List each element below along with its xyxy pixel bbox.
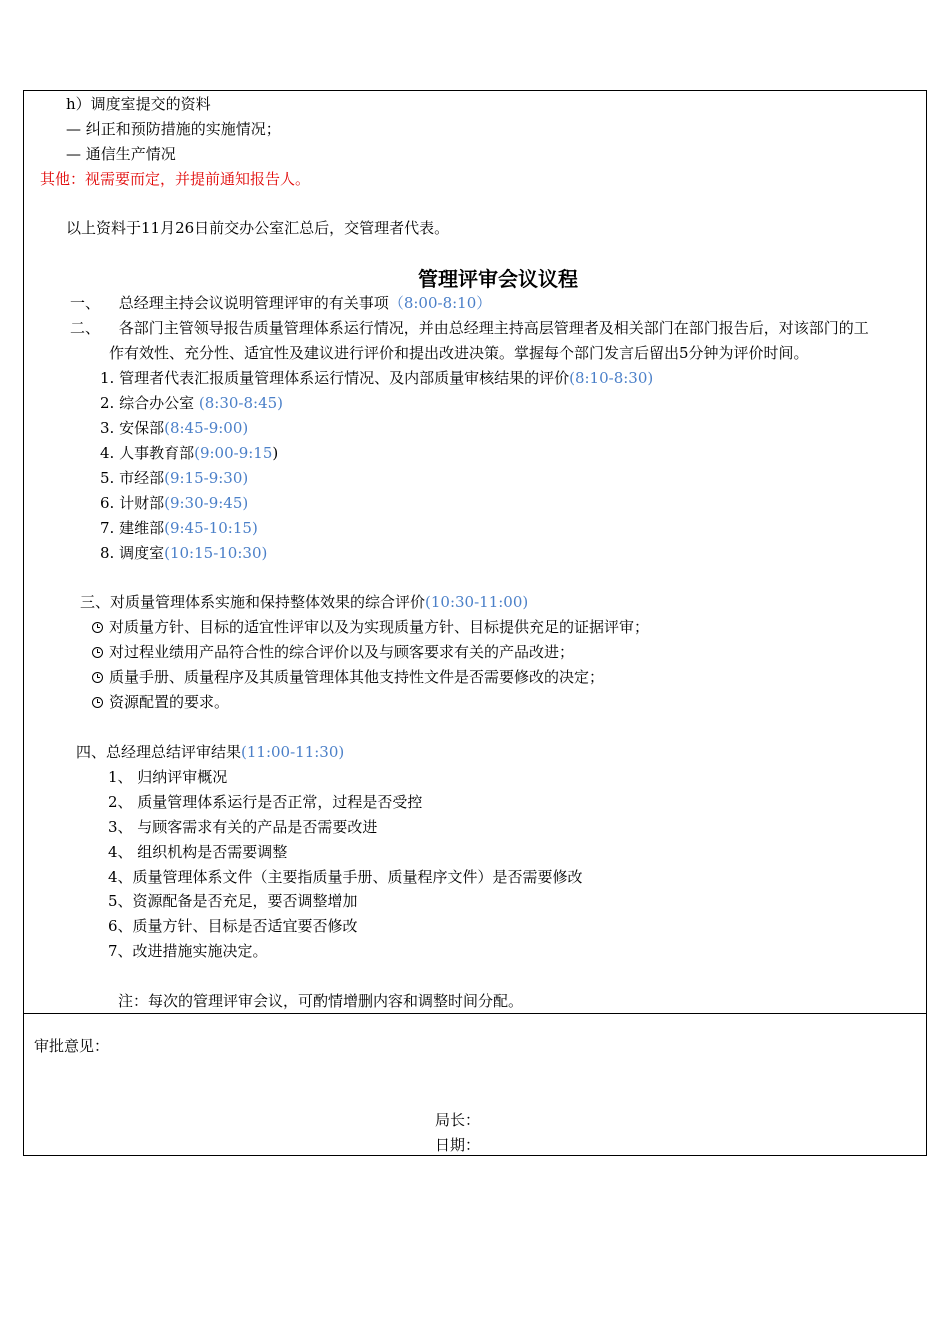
- item-time: (8:10-8:30): [569, 369, 654, 387]
- summary-item: 4、质量管理体系文件（主要指质量手册、质量程序文件）是否需要修改: [108, 868, 583, 886]
- summary-item: 1、 归纳评审概况: [108, 768, 228, 786]
- dept-item: [100, 468, 248, 488]
- dept-item: [100, 443, 278, 463]
- item-label: 市经部: [119, 469, 165, 487]
- dept-item: [100, 418, 248, 438]
- director-signature-label: 局长：: [435, 1111, 481, 1129]
- evaluation-bullet: [92, 642, 574, 662]
- approval-divider: [23, 1013, 927, 1014]
- intro-other-note: 其他：视需要而定，并提前通知报告人。: [40, 170, 311, 188]
- bullet-text: 资源配置的要求。: [109, 693, 230, 711]
- agenda-section-2-line1: [70, 318, 869, 338]
- dept-item: [100, 368, 653, 388]
- section-text: 三、对质量管理体系实施和保持整体效果的综合评价: [80, 593, 426, 611]
- dept-item: [100, 543, 267, 563]
- intro-h-item: h）调度室提交的资料: [66, 95, 211, 113]
- item-time: (9:45-10:15): [164, 519, 258, 537]
- intro-dash-item: — 通信生产情况: [66, 145, 176, 163]
- evaluation-bullet: [92, 667, 604, 687]
- item-time: (10:15-10:30): [164, 544, 268, 562]
- dept-item: [100, 493, 248, 513]
- section-time: (11:00-11:30): [241, 743, 345, 761]
- agenda-section-2-line2: 作有效性、充分性、适宜性及建议进行评价和提出改进决策。掌握每个部门发言后留出5分钟为评价时间。: [109, 344, 809, 362]
- summary-item: 7、改进措施实施决定。: [108, 942, 268, 960]
- item-number: 4.: [100, 444, 115, 462]
- summary-item: 3、 与顾客需求有关的产品是否需要改进: [108, 818, 378, 836]
- item-number: 7.: [100, 519, 115, 537]
- agenda-section-3-heading: [80, 592, 528, 612]
- item-label: 建维部: [119, 519, 165, 537]
- item-number: 6.: [100, 494, 115, 512]
- item-time: (8:45-9:00): [164, 419, 249, 437]
- summary-item: 2、 质量管理体系运行是否正常，过程是否受控: [108, 793, 423, 811]
- section-text: 各部门主管领导报告质量管理体系运行情况，并由总经理主持高层管理者及相关部门在部门报告后，对该部门的工: [118, 319, 869, 337]
- section-text: 四、总经理总结评审结果: [76, 743, 242, 761]
- date-label: 日期：: [435, 1136, 481, 1154]
- clock-icon: [92, 647, 103, 658]
- intro-submit-note: 以上资料于11月26日前交办公室汇总后，交管理者代表。: [66, 219, 450, 237]
- item-label: 安保部: [119, 419, 165, 437]
- item-number: 2.: [100, 394, 115, 412]
- approval-label: 审批意见：: [34, 1037, 110, 1055]
- item-number: 8.: [100, 544, 115, 562]
- item-time: (8:30-8:45): [198, 394, 284, 412]
- clock-icon: [92, 697, 103, 708]
- clock-icon: [92, 672, 103, 683]
- item-label: 综合办公室: [119, 394, 199, 412]
- item-time: (9:30-9:45): [164, 494, 249, 512]
- section-time: （8:00-8:10）: [388, 294, 492, 312]
- item-label: 管理者代表汇报质量管理体系运行情况、及内部质量审核结果的评价: [119, 369, 570, 387]
- dept-item: [100, 518, 258, 538]
- section-text: 总经理主持会议说明管理评审的有关事项: [118, 294, 389, 312]
- item-label: 计财部: [119, 494, 165, 512]
- summary-item: 4、 组织机构是否需要调整: [108, 843, 288, 861]
- item-time: (9:00-9:15: [194, 444, 273, 462]
- dept-item: [100, 393, 283, 413]
- agenda-section-4-heading: [76, 742, 344, 762]
- section-number: 一、: [70, 294, 101, 312]
- intro-dash-item: — 纠正和预防措施的实施情况；: [66, 120, 281, 138]
- item-number: 3.: [100, 419, 115, 437]
- item-time: (9:15-9:30): [164, 469, 249, 487]
- item-label: 调度室: [119, 544, 165, 562]
- summary-item: 5、资源配备是否充足，要否调整增加: [108, 892, 358, 910]
- item-number: 1.: [100, 369, 115, 387]
- evaluation-bullet: [92, 617, 649, 637]
- item-number: 5.: [100, 469, 115, 487]
- agenda-note: 注：每次的管理评审会议，可酌情增删内容和调整时间分配。: [118, 992, 524, 1010]
- bullet-text: 对质量方针、目标的适宜性评审以及为实现质量方针、目标提供充足的证据评审；: [109, 618, 650, 636]
- item-tail: ): [272, 444, 279, 462]
- agenda-section-1: [70, 293, 491, 313]
- evaluation-bullet: [92, 692, 229, 712]
- agenda-title: 管理评审会议议程: [418, 267, 578, 291]
- item-label: 人事教育部: [119, 444, 195, 462]
- bullet-text: 对过程业绩用产品符合性的综合评价以及与顾客要求有关的产品改进；: [109, 643, 575, 661]
- section-time: (10:30-11:00): [425, 593, 529, 611]
- section-number: 二、: [70, 319, 101, 337]
- bullet-text: 质量手册、质量程序及其质量管理体其他支持性文件是否需要修改的决定；: [109, 668, 605, 686]
- clock-icon: [92, 622, 103, 633]
- summary-item: 6、质量方针、目标是否适宜要否修改: [108, 917, 358, 935]
